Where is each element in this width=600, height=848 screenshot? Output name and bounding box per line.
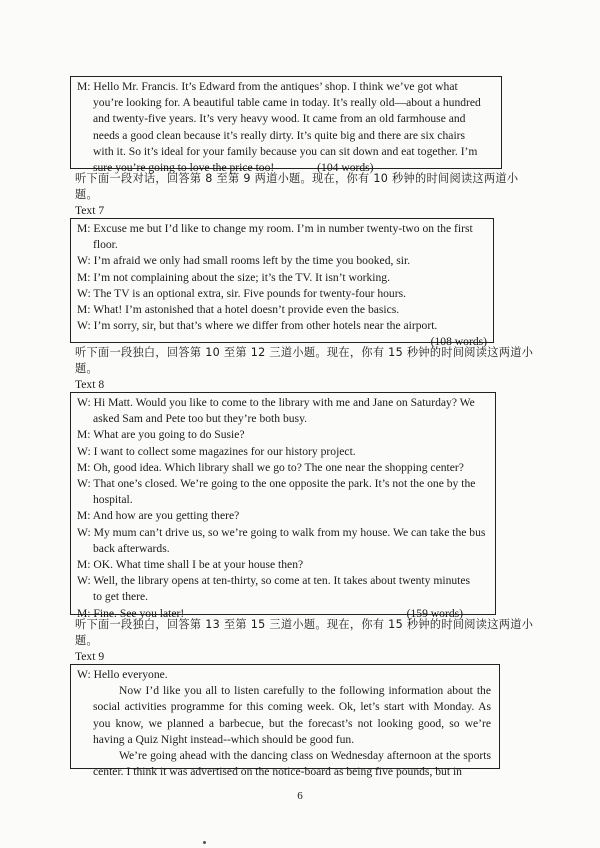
text8-line: M: What are you going to do Susie? <box>77 428 245 442</box>
text7-line: M: I’m not complaining about the size; it’s the TV. It isn’t working. <box>77 270 391 284</box>
text7-line: W: I’m afraid we only had small rooms left by the time you booked, sir. <box>77 254 411 268</box>
word-count: (104 words) <box>317 161 374 175</box>
text8-line: M: And how are you getting there? <box>77 509 240 523</box>
text8-line: M: OK. What time shall I be at your house then? <box>77 558 304 572</box>
text7-box <box>70 218 494 349</box>
text8-box <box>70 392 496 620</box>
text6-line: M: Hello Mr. Francis. It’s Edward from the antiques’ shop. I think we’ve got what <box>77 80 458 93</box>
instruction-text8: 听下面一段独白，回答第 10 至第 12 三道小题。现在，你有 15 秒钟的时间阅读这两道小题。 <box>75 346 534 375</box>
text6-line: sure you’re going to love the price too! <box>93 161 275 175</box>
text8-line: W: Hi Matt. Would you like to come to the library with me and Jane on Saturday? We asked Sam and Pete too but they’re both busy. <box>77 396 475 426</box>
text8-label: Text 8 <box>75 378 105 391</box>
text9-greeting: W: Hello everyone. <box>77 668 168 681</box>
text8-line: M: Fine. See you later! <box>77 606 185 620</box>
text7-line: W: The TV is an optional extra, sir. Five pounds for twenty-four hours. <box>77 286 406 300</box>
text7-line: W: I’m sorry, sir, but that’s where we differ from other hotels near the airport. <box>77 319 438 333</box>
text8-line: W: I want to collect some magazines for our history project. <box>77 444 356 458</box>
page-number: 6 <box>297 790 303 802</box>
text8-line: W: My mum can’t drive us, so we’re going to walk from my house. We can take the bus back afterwards. <box>77 525 486 555</box>
text9-label: Text 9 <box>75 650 105 663</box>
text6-line: you’re looking for. A beautiful table came in today. It’s really old—about a hundred <box>93 96 481 110</box>
text6-line: and twenty-five years. It’s very heavy wood. It came from an old farmhouse and <box>93 112 466 126</box>
text6-line: needs a good clean because it’s really dirty. It’s quite big and there are six chairs <box>93 128 466 142</box>
text9-paragraph: We’re going ahead with the dancing class on Wednesday afternoon at the sports center. I think it was advertised on the notice-board as being five pounds, but in <box>93 749 491 779</box>
text9-box <box>70 664 500 779</box>
text9-paragraph: Now I’d like you all to listen carefully to the following information about the social activities programme for this coming week. Ok, let’s start with Monday. As you know, we planned a barbecue, but the forecast’s not looking good, so we’re having a Quiz Night instead--which should be good fun. <box>93 684 491 746</box>
word-count: (159 words) <box>406 606 463 620</box>
instruction-text7: 听下面一段对话，回答第 8 至第 9 两道小题。现在，你有 10 秒钟的时间阅读这两道小题。 <box>75 172 519 201</box>
instruction-text9: 听下面一段独白，回答第 13 至第 15 三道小题。现在，你有 15 秒钟的时间阅读这两道小题。 <box>75 618 534 647</box>
text8-line: M: Oh, good idea. Which library shall we go to? The one near the shopping center? <box>77 460 464 474</box>
text7-label: Text 7 <box>75 204 105 217</box>
text8-line: W: Well, the library opens at ten-thirty, so come at ten. It takes about twenty minutes to get there. <box>77 574 471 604</box>
text6-line: with it. So it’s ideal for your family because you can sit down and eat together. I’m <box>93 144 478 158</box>
text8-line: W: That one’s closed. We’re going to the one opposite the park. It’s not the one by the hospital. <box>77 477 476 507</box>
text7-line: M: What! I’m astonished that a hotel doesn’t provide even the basics. <box>77 303 400 317</box>
page-speck <box>203 841 206 844</box>
text9-box-bottom-edge <box>70 768 500 769</box>
text7-line: M: Excuse me but I’d like to change my room. I’m in number twenty-two on the first floor. <box>77 222 473 252</box>
text6-box <box>70 76 502 175</box>
word-count: (108 words) <box>430 335 487 349</box>
